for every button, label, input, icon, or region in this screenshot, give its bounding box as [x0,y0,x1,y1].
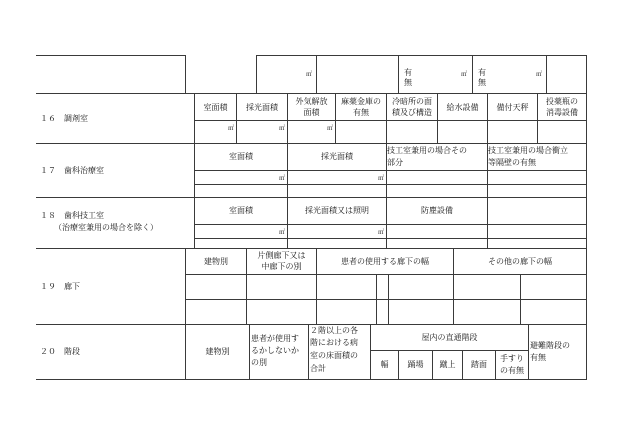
column-header: の有無 [500,366,524,375]
no-label: 無 [478,78,486,87]
column-header: 室面積 [229,206,253,215]
column-header: 有無 [530,353,546,362]
column-header: 階における病 [310,338,358,347]
rule [586,55,587,94]
column-header: 防塵設備 [421,206,453,215]
rule [256,55,586,56]
column-header: 部分 [387,158,403,167]
column-header: 技工室兼用の場合その [387,146,467,155]
column-header: 等隔壁の有無 [488,158,536,167]
column-header: 踏面 [471,360,487,369]
column-header: 採光面積 [321,152,353,161]
column-header: 患者の使用する廊下の幅 [341,257,429,266]
column-header: 冷暗所の面 [392,97,432,106]
column-header: 採光面積又は照明 [305,206,369,215]
rule [194,197,195,249]
column-header: 避難階段の [530,341,570,350]
section-title: １６ 調剤室 [40,114,88,123]
rule [36,143,586,144]
section-title: １９ 廊下 [40,282,80,291]
section-title: ２０ 階段 [40,347,80,356]
rule [185,55,186,94]
rule [487,197,488,249]
column-header: 建物別 [205,347,230,356]
column-header: 給水設備 [446,103,479,112]
rule [36,55,185,56]
rule [36,93,586,94]
unit-sqm: ㎡ [279,229,286,236]
rule [586,93,587,144]
rule [194,238,586,239]
column-header: 備付天秤 [496,103,529,112]
column-header: 麻薬金庫の [341,97,381,106]
rule [308,324,309,380]
unit-sqm: ㎡ [279,125,286,132]
rule [287,197,288,249]
column-header: の別 [251,358,267,367]
column-header: 幅 [380,360,389,369]
rule [586,248,587,325]
rule [437,93,438,144]
rule [472,55,473,94]
section-title: １８ 歯科技工室 [40,211,104,220]
column-header: 片側廊下又は [257,251,306,260]
column-header: ２階以上の各 [310,326,358,335]
rule [36,324,586,325]
rule [194,184,586,185]
unit-sqm: ㎡ [327,125,334,132]
section-title: １７ 歯科治療室 [40,166,104,175]
yes-label: 有 [478,68,486,77]
column-header: 採光面積 [246,103,278,112]
column-header: 屋内の直通階段 [421,333,478,342]
column-header: その他の廊下の幅 [488,257,552,266]
rule [194,224,586,225]
column-header: 有無 [353,108,369,117]
rule [487,93,488,144]
rule [586,143,587,198]
rule [586,197,587,249]
rule [398,55,399,94]
column-header: 室面積 [229,152,253,161]
column-header: るかしないか [251,346,299,355]
unit-sqm: ㎡ [461,71,468,78]
rule [36,197,586,198]
rule [36,248,586,249]
rule [376,274,377,325]
rule [185,248,186,379]
column-header: 手すり [500,354,524,363]
rule [546,55,547,94]
column-header: 積及び構造 [392,108,432,117]
unit-sqm: ㎡ [279,175,286,182]
column-header: 患者が使用す [251,334,299,343]
yes-label: 有 [404,68,412,77]
unit-sqm: ㎡ [536,71,543,78]
rule [36,379,586,380]
rule [194,170,586,171]
column-header: 消毒設備 [546,108,578,117]
column-header: 蹴上 [439,360,456,369]
rule [194,120,586,121]
rule [386,197,387,249]
unit-sqm: ㎡ [306,71,313,78]
column-header: 合計 [310,364,326,373]
rule [528,324,529,380]
rule [520,274,521,325]
rule [249,324,250,380]
column-header: 室面積 [203,103,228,112]
no-label: 無 [404,78,412,87]
column-header: 面積 [303,108,320,117]
column-header: 中廊下の別 [261,262,302,271]
rule [388,274,389,325]
rule [316,55,317,94]
column-header: 外気解放 [295,97,328,106]
unit-sqm: ㎡ [378,175,385,182]
column-header: 技工室兼用の場合衝立 [488,146,568,155]
column-header: 建物別 [204,257,228,266]
rule [256,55,257,94]
unit-sqm: ㎡ [228,125,235,132]
column-header: 踊場 [407,360,424,369]
rule [370,350,528,351]
section-subtitle: （治療室兼用の場合を除く） [54,223,158,232]
rule [586,324,587,380]
rule [236,93,237,144]
column-header: 投薬瓶の [546,97,578,106]
unit-sqm: ㎡ [378,229,385,236]
column-header: 室の床面積の [310,351,358,360]
